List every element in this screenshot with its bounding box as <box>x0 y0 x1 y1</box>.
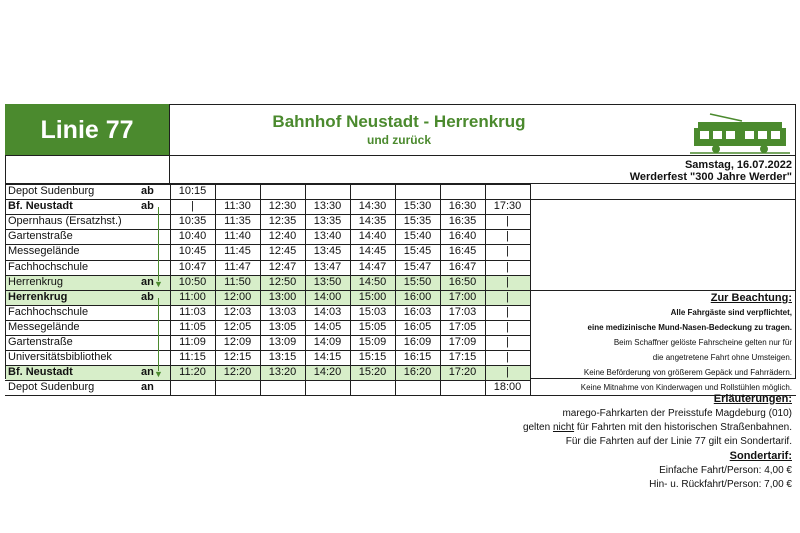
time-cell: 13:30 <box>313 200 342 213</box>
time-cell: | <box>506 230 509 243</box>
time-cell: 14:30 <box>358 200 387 213</box>
time-cell: 10:35 <box>178 215 207 228</box>
grid-line <box>530 184 531 395</box>
time-cell <box>395 184 440 199</box>
time-cell: 14:20 <box>313 366 342 379</box>
fare-return: Hin- u. Rückfahrt/Person: 7,00 € <box>649 479 792 490</box>
time-cell: 16:45 <box>448 245 477 258</box>
time-cell: 11:05 <box>179 320 206 333</box>
time-cell: 16:40 <box>448 230 477 243</box>
time-cell: 11:40 <box>224 230 251 243</box>
time-cell: 17:09 <box>448 336 477 348</box>
time-cell: 12:20 <box>223 366 252 379</box>
stop-name: Fachhochschule <box>8 305 89 318</box>
stop-name: Depot Sudenburg <box>8 185 95 197</box>
time-cell: 12:03 <box>223 305 252 318</box>
time-cell: 10:45 <box>178 245 207 258</box>
notes-line: Keine Beförderung von größerem Gepäck und Fahrrädern. <box>583 368 792 378</box>
grid-line <box>5 199 796 200</box>
time-cell: 12:35 <box>268 215 297 228</box>
grid-line <box>5 244 530 245</box>
time-cell: 13:20 <box>268 366 297 379</box>
stop-name: Bf. Neustadt <box>8 366 73 379</box>
time-cell: 15:15 <box>358 351 387 364</box>
time-cell: 13:40 <box>313 230 342 243</box>
time-cell: 12:40 <box>268 230 297 243</box>
time-cell: 16:03 <box>403 305 432 318</box>
date-label: Samstag, 16.07.2022 <box>684 159 792 171</box>
stop-name: Depot Sudenburg <box>8 381 95 394</box>
time-cell: 16:00 <box>403 290 432 303</box>
time-cell: 17:03 <box>448 305 477 318</box>
time-cell: 11:50 <box>224 275 251 288</box>
time-cell: 14:03 <box>313 305 342 318</box>
notes-line: die angetretene Fahrt ohne Umsteigen. <box>652 353 792 363</box>
time-cell: 18:00 <box>493 381 522 394</box>
time-cell: 15:09 <box>358 336 387 348</box>
time-cell <box>215 380 260 395</box>
time-cell: 15:20 <box>358 366 387 379</box>
time-cell <box>350 380 395 395</box>
time-cell: 11:15 <box>179 351 206 364</box>
time-cell: 16:20 <box>403 366 432 379</box>
time-cell: 10:47 <box>178 260 207 273</box>
time-cell <box>395 380 440 395</box>
grid-line <box>5 305 530 306</box>
event-label: Werderfest "300 Jahre Werder" <box>629 171 792 183</box>
grid-line <box>485 184 486 395</box>
time-cell <box>170 380 215 395</box>
time-cell: | <box>191 200 194 213</box>
time-cell: 14:00 <box>313 290 342 303</box>
time-cell: 11:00 <box>179 290 206 303</box>
time-cell: 12:45 <box>268 245 297 258</box>
time-cell: 14:50 <box>358 275 387 288</box>
time-cell: 12:05 <box>223 320 252 333</box>
time-cell: 15:03 <box>358 305 387 318</box>
stop-name: Gartenstraße <box>8 230 73 243</box>
time-cell: 10:50 <box>178 275 207 288</box>
notes-line: Alle Fahrgäste sind verpflichtet, <box>670 307 792 317</box>
notes-line: eine medizinische Mund-Nasen-Bedeckung zu tragen. <box>587 322 792 332</box>
time-cell: 11:35 <box>224 215 251 228</box>
time-cell: 15:00 <box>358 290 387 303</box>
grid-line <box>5 184 530 185</box>
time-cell: 15:05 <box>358 320 387 333</box>
time-cell <box>215 184 260 199</box>
time-cell: | <box>506 351 509 364</box>
grid-line <box>5 380 530 381</box>
time-cell: 12:15 <box>223 351 252 364</box>
time-cell: 10:40 <box>178 230 207 243</box>
time-cell: | <box>506 336 509 348</box>
time-cell: 15:47 <box>403 260 432 273</box>
notes-line: Keine Mitnahme von Kinderwagen und Rollstühlen möglich. <box>580 383 792 393</box>
grid-line <box>5 214 530 215</box>
stop-name: Opernhaus (Ersatzhst.) <box>8 215 122 228</box>
time-cell: 15:35 <box>403 215 432 228</box>
explanation-line-1: marego-Fahrkarten der Preisstufe Magdeburg (010) <box>562 408 792 419</box>
departure-arrival-mark: an <box>141 275 154 288</box>
time-cell <box>260 184 305 199</box>
time-cell: 16:15 <box>403 351 432 364</box>
down-arrow-icon <box>158 207 159 281</box>
grid-line <box>5 350 530 351</box>
stop-name: Universitätsbibliothek <box>8 351 112 364</box>
time-cell: 16:09 <box>403 336 432 348</box>
grid-line <box>395 184 396 395</box>
grid-line <box>5 395 796 396</box>
departure-arrival-mark: ab <box>141 200 154 213</box>
fare-single: Einfache Fahrt/Person: 4,00 € <box>659 465 792 476</box>
route-subtitle: und zurück <box>366 133 431 147</box>
time-cell: 11:09 <box>179 336 206 348</box>
departure-arrival-mark: an <box>141 366 154 379</box>
grid-line <box>5 275 530 276</box>
time-cell: 11:03 <box>179 305 206 318</box>
explanation-line-3: Für die Fahrten auf der Linie 77 gilt ein Sondertarif. <box>565 436 792 447</box>
time-cell: | <box>506 215 509 228</box>
time-cell <box>440 380 485 395</box>
grid-line <box>5 260 530 261</box>
time-cell: 14:40 <box>358 230 387 243</box>
time-cell: 16:05 <box>403 320 432 333</box>
time-cell: 12:30 <box>268 200 297 213</box>
grid-line <box>215 184 216 395</box>
time-cell: | <box>506 245 509 258</box>
time-cell: 14:45 <box>358 245 387 258</box>
time-cell <box>485 184 530 199</box>
notes-heading: Zur Beachtung: <box>710 291 792 304</box>
time-cell <box>305 184 350 199</box>
time-cell: 17:15 <box>448 351 477 364</box>
tariff-heading: Sondertarif: <box>729 450 792 462</box>
time-cell: 16:30 <box>448 200 477 213</box>
stop-name: Messegelände <box>8 245 80 258</box>
time-cell: 13:15 <box>268 351 297 364</box>
departure-arrival-mark: ab <box>141 185 154 197</box>
stop-name: Herrenkrug <box>8 290 68 303</box>
line-title: Linie 77 <box>40 116 134 144</box>
time-cell: 16:35 <box>448 215 477 228</box>
time-cell <box>440 184 485 199</box>
time-cell: 13:03 <box>268 305 297 318</box>
time-cell: 14:35 <box>358 215 387 228</box>
time-cell: 15:45 <box>403 245 432 258</box>
time-cell <box>260 380 305 395</box>
time-cell: 17:20 <box>448 366 477 379</box>
stop-name: Fachhochschule <box>8 260 89 273</box>
time-cell: 13:05 <box>268 320 297 333</box>
grid-line <box>260 184 261 395</box>
time-cell: 15:40 <box>403 230 432 243</box>
stop-name: Herrenkrug <box>8 275 64 288</box>
time-cell: | <box>506 290 509 303</box>
time-cell: 17:00 <box>448 290 477 303</box>
time-cell: 14:15 <box>313 351 342 364</box>
time-cell: 14:09 <box>313 336 342 348</box>
time-cell: 13:47 <box>313 260 342 273</box>
grid-line <box>5 290 796 291</box>
time-cell: 13:35 <box>313 215 342 228</box>
time-cell: | <box>506 320 509 333</box>
time-cell <box>350 184 395 199</box>
time-cell: | <box>506 366 509 379</box>
route-title: Bahnhof Neustadt - Herrenkrug <box>272 112 526 131</box>
down-arrow-icon <box>158 298 159 372</box>
time-cell: | <box>506 275 509 288</box>
tram-icon <box>690 112 790 154</box>
time-cell: 16:50 <box>448 275 477 288</box>
time-cell: 12:47 <box>268 260 297 273</box>
time-cell: 12:09 <box>223 336 252 348</box>
time-cell: 13:50 <box>313 275 342 288</box>
notes-line: Beim Schaffner gelöste Fahrscheine gelten nur für <box>613 338 792 347</box>
stop-name: Bf. Neustadt <box>8 200 73 213</box>
grid-line <box>5 365 530 366</box>
time-cell: 14:05 <box>313 320 342 333</box>
time-cell: 15:30 <box>403 200 432 213</box>
time-cell: 14:47 <box>358 260 387 273</box>
grid-line <box>350 184 351 395</box>
grid-line <box>5 335 530 336</box>
time-cell: | <box>506 260 509 273</box>
departure-arrival-mark: ab <box>141 290 154 303</box>
time-cell: 11:47 <box>224 260 251 273</box>
time-cell <box>305 380 350 395</box>
time-cell: 13:00 <box>268 290 297 303</box>
explanation-heading: Erläuterungen: <box>713 393 792 405</box>
time-cell: 11:20 <box>179 366 206 379</box>
time-cell: 17:30 <box>493 200 522 213</box>
down-arrow-icon: ▼ <box>154 369 163 380</box>
time-cell: 16:47 <box>448 260 477 273</box>
stop-name: Messegelände <box>8 320 80 333</box>
time-cell: 11:30 <box>224 200 251 213</box>
time-cell: 17:05 <box>448 320 477 333</box>
time-cell: 12:00 <box>223 290 252 303</box>
down-arrow-icon: ▼ <box>154 278 163 289</box>
time-cell: 11:45 <box>224 245 251 258</box>
time-cell: 15:50 <box>403 275 432 288</box>
grid-line <box>440 184 441 395</box>
time-cell: 10:15 <box>178 185 207 197</box>
grid-line <box>170 184 171 395</box>
time-cell: 13:09 <box>268 336 297 348</box>
time-cell: | <box>506 305 509 318</box>
grid-line <box>5 229 530 230</box>
departure-arrival-mark: an <box>141 381 154 394</box>
stop-name: Gartenstraße <box>8 336 73 348</box>
explanation-line-2: gelten nicht für Fahrten mit den historischen Straßenbahnen. <box>522 422 792 433</box>
time-cell: 13:45 <box>313 245 342 258</box>
time-cell: 12:50 <box>268 275 297 288</box>
grid-line <box>5 320 530 321</box>
grid-line <box>305 184 306 395</box>
